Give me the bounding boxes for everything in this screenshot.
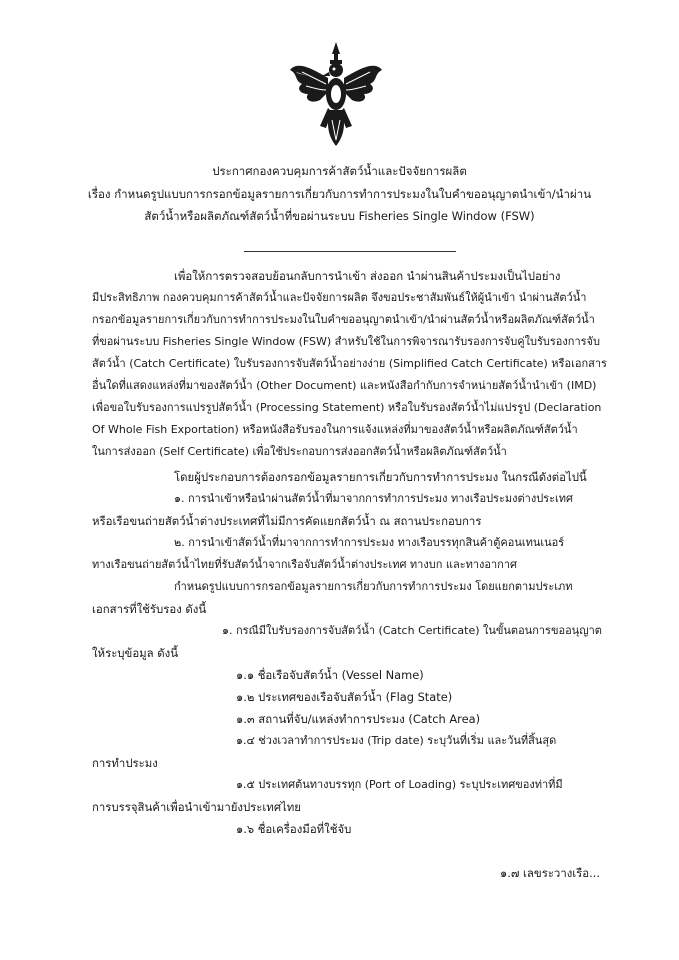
para1-line: เพื่อขอใบรับรองการแปรรูปสัตว์น้ำ (Processing Statement) หรือใบรับรองสัตว์น้ำไม่แปรรูป (Declaration	[92, 401, 602, 414]
para1-line: อื่นใดที่แสดงแหล่งที่มาของสัตว์น้ำ (Other Document) และหนังสือกำกับการจำหน่ายสัตว์น้ำนำเข้า (IMD)	[92, 379, 597, 392]
para1-line: มีประสิทธิภาพ กองควบคุมการค้าสัตว์น้ำและปัจจัยการผลิต จึงขอประชาสัมพันธ์ให้ผู้นำเข้า นำผ่านสัตว์น้ำ	[92, 291, 587, 304]
garuda-emblem	[288, 40, 384, 148]
announcement-subject-line-2: สัตว์น้ำหรือผลิตภัณฑ์สัตว์น้ำที่ขอผ่านระบบ Fisheries Single Window (FSW)	[144, 209, 535, 223]
list-item: ๑.๓ สถานที่จับ/แหล่งทำการประมง (Catch Area)	[236, 712, 481, 726]
announcement-title: ประกาศกองควบคุมการค้าสัตว์น้ำและปัจจัยการผลิต	[212, 164, 467, 178]
list-item-continuation: การทำประมง	[92, 756, 158, 770]
list-item: ๑.๑ ชื่อเรือจับสัตว์น้ำ (Vessel Name)	[236, 668, 424, 682]
para1-line: ในการส่งออก (Self Certificate) เพื่อใช้ประกอบการส่งออกสัตว์น้ำหรือผลิตภัณฑ์สัตว์น้ำ	[92, 445, 507, 458]
case1-line: หรือเรือขนถ่ายสัตว์น้ำต่างประเทศที่ไม่มีการคัดแยกสัตว์น้ำ ณ สถานประกอบการ	[92, 514, 482, 528]
section1-heading: ๑. กรณีมีใบรับรองการจับสัตว์น้ำ (Catch Certificate) ในขั้นตอนการขออนุญาต	[222, 624, 602, 637]
list-item-continuation: การบรรจุสินค้าเพื่อนำเข้ามายังประเทศไทย	[92, 800, 301, 814]
case1-line: ๑. การนำเข้าหรือนำผ่านสัตว์น้ำที่มาจากการทำการประมง ทางเรือประมงต่างประเทศ	[174, 492, 573, 505]
para1-line: กรอกข้อมูลรายการเกี่ยวกับการทำการประมงในใบคำขออนุญาตนำเข้า/นำผ่านสัตว์น้ำหรือผลิตภัณฑ์สัตว์น้ำ	[92, 313, 595, 326]
list-item: ๑.๕ ประเทศต้นทางบรรทุก (Port of Loading) ระบุประเทศของท่าที่มี	[236, 778, 563, 791]
list-item: ๑.๒ ประเทศของเรือจับสัตว์น้ำ (Flag State)	[236, 690, 453, 704]
list-item: ๑.๔ ช่วงเวลาทำการประมง (Trip date) ระบุวันที่เริ่ม และวันที่สิ้นสุด	[236, 734, 557, 747]
list-item: ๑.๖ ชื่อเครื่องมือที่ใช้จับ	[236, 822, 352, 836]
para2-intro: โดยผู้ประกอบการต้องกรอกข้อมูลรายการเกี่ยวกับการทำการประมง ในกรณีดังต่อไปนี้	[174, 470, 587, 484]
case2-line: ๒. การนำเข้าสัตว์น้ำที่มาจากการทำการประมง ทางเรือบรรทุกสินค้าตู้คอนเทนเนอร์	[174, 536, 565, 549]
page-continuation: ๑.๗ เลขระวางเรือ...	[500, 866, 601, 880]
section1-heading: ให้ระบุข้อมูล ดังนี้	[92, 646, 179, 660]
para3-line: กำหนดรูปแบบการกรอกข้อมูลรายการเกี่ยวกับการทำการประมง โดยแยกตามประเภท	[174, 580, 573, 593]
case2-line: ทางเรือขนถ่ายสัตว์น้ำไทยที่รับสัตว์น้ำจากเรือจับสัตว์น้ำต่างประเทศ ทางบก และทางอากาศ	[92, 558, 517, 571]
title-divider	[244, 251, 456, 252]
para1-line: ที่ขอผ่านระบบ Fisheries Single Window (FSW) สำหรับใช้ในการพิจารณารับรองการจับคู่ใบรับรองการจับ	[92, 335, 600, 348]
para1-line: เพื่อให้การตรวจสอบย้อนกลับการนำเข้า ส่งออก นำผ่านสินค้าประมงเป็นไปอย่าง	[174, 269, 561, 283]
announcement-subject-line-1: เรื่อง กำหนดรูปแบบการกรอกข้อมูลรายการเกี่ยวกับการทำการประมงในใบคำขออนุญาตนำเข้า/นำผ่าน	[87, 187, 592, 201]
para3-line: เอกสารที่ใช้รับรอง ดังนี้	[92, 602, 207, 616]
para1-line: สัตว์น้ำ (Catch Certificate) ใบรับรองการจับสัตว์น้ำอย่างง่าย (Simplified Catch Certificate) หรือเอกสาร	[92, 357, 607, 370]
para1-line: Of Whole Fish Exportation) หรือหนังสือรับรองในการแจ้งแหล่งที่มาของสัตว์น้ำหรือผลิตภัณฑ์สัตว์น้ำ	[92, 423, 578, 436]
